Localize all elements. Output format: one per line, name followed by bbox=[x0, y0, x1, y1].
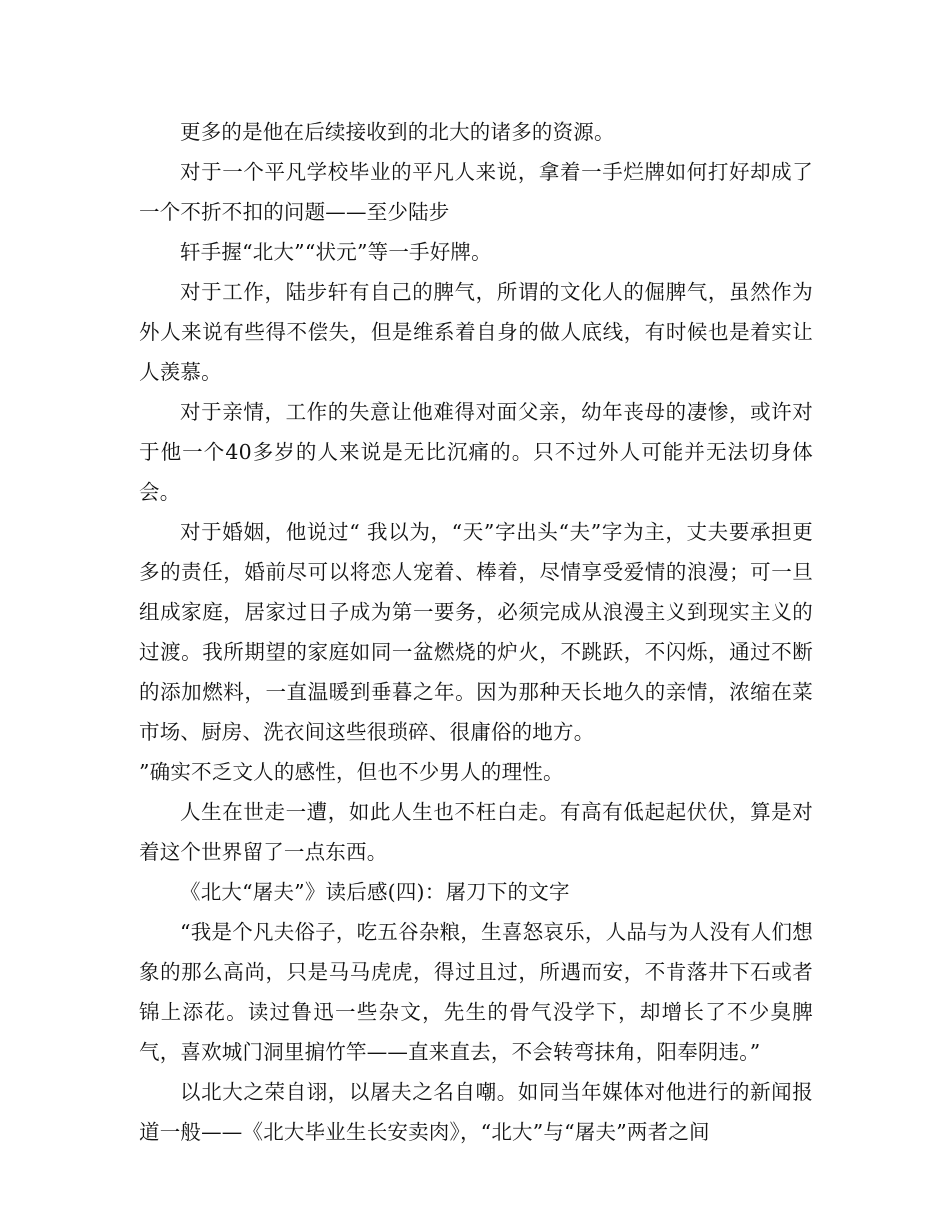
paragraph: 轩手握“北大”“状元”等一手好牌。 bbox=[180, 240, 492, 264]
paragraph: ”确实不乏文人的感性，但也不少男人的理性。 bbox=[139, 760, 564, 784]
paragraph: 对于婚姻，他说过“ 我以为，“天”字出头“夫”字为主，丈夫要承担更多的责任，婚前尽可以将恋人宠着、棒着，尽情享受爱情的浪漫；可一旦组成家庭，居家过日子成为第一要务，必须完成从浪漫主义到现实主义的过渡。我所期望的家庭如同一盆燃烧的炉火，不跳跃，不闪烁，通过不断的添加燃料，一直温暖到垂暮之年。因为那种天长地久的亲情，浓缩在菜市场、厨房、洗衣间这些很琐碎、很庸俗的地方。 bbox=[139, 520, 813, 744]
paragraph: 对于一个平凡学校毕业的平凡人来说，拿着一手烂牌如何打好却成了一个不折不扣的问题——至少陆步 bbox=[139, 160, 813, 224]
section-heading: 《北大“屠夫”》读后感(四)：屠刀下的文字 bbox=[180, 880, 570, 904]
document-body bbox=[139, 112, 813, 1152]
paragraph: “我是个凡夫俗子，吃五谷杂粮，生喜怒哀乐，人品与为人没有人们想象的那么高尚，只是马马虎虎，得过且过，所遇而安，不肯落井下石或者锦上添花。读过鲁迅一些杂文，先生的骨气没学下，却增长了不少臭脾气，喜欢城门洞里掮竹竿——直来直去，不会转弯抹角，阳奉阴违。” bbox=[139, 920, 813, 1064]
paragraph: 人生在世走一遭，如此人生也不枉白走。有高有低起起伏伏，算是对着这个世界留了一点东西。 bbox=[139, 800, 813, 864]
paragraph: 对于工作，陆步轩有自己的脾气，所谓的文化人的倔脾气，虽然作为外人来说有些得不偿失，但是维系着自身的做人底线，有时候也是着实让人羡慕。 bbox=[139, 280, 813, 384]
paragraph: 对于亲情，工作的失意让他难得对面父亲，幼年丧母的凄惨，或许对于他一个40多岁的人来说是无比沉痛的。只不过外人可能并无法切身体会。 bbox=[139, 400, 813, 504]
paragraph: 以北大之荣自诩，以屠夫之名自嘲。如同当年媒体对他进行的新闻报道一般——《北大毕业生长安卖肉》，“北大”与“屠夫”两者之间 bbox=[139, 1080, 813, 1144]
paragraph: 更多的是他在后续接收到的北大的诸多的资源。 bbox=[180, 120, 615, 144]
